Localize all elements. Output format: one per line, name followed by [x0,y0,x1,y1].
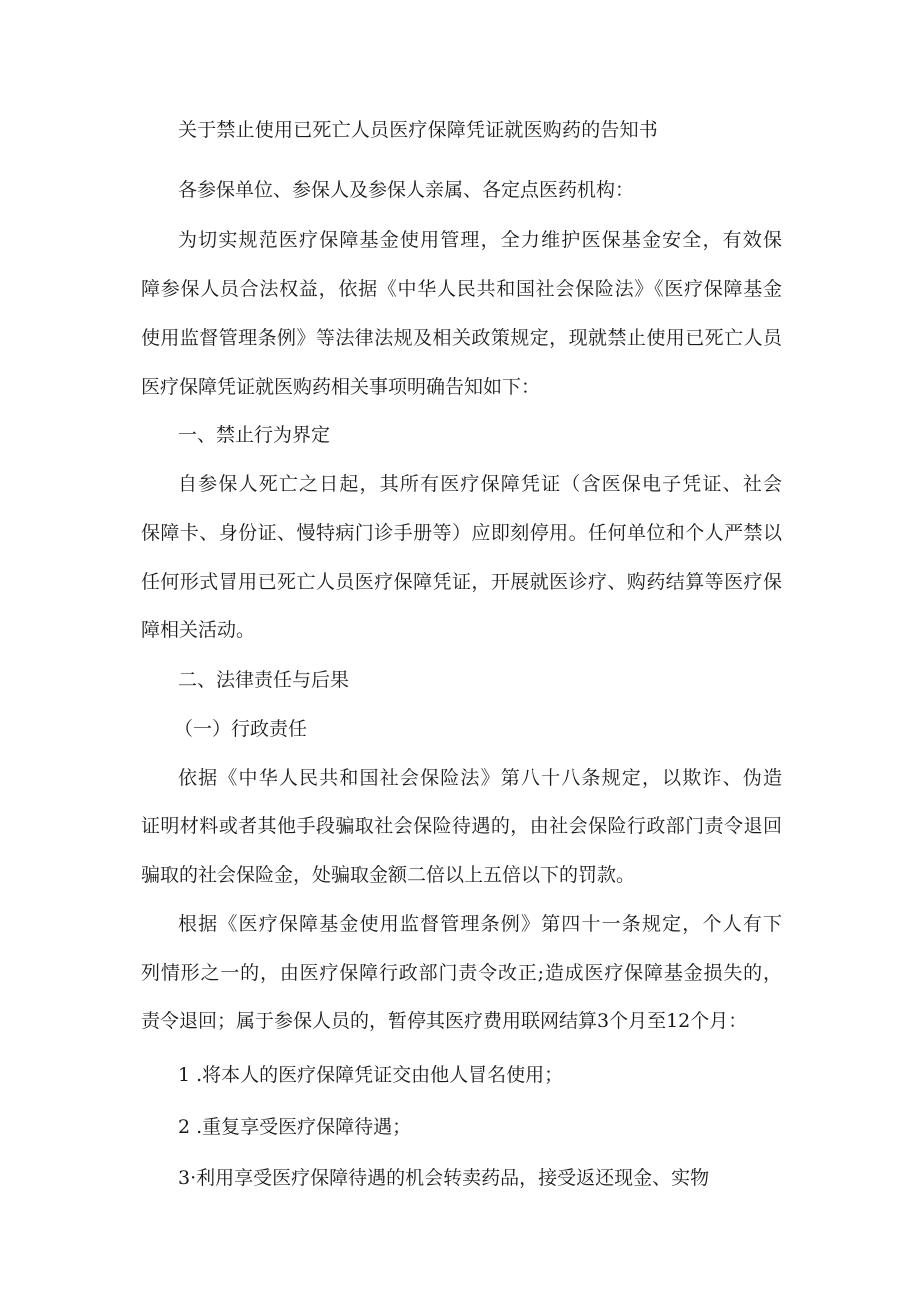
list-item-2: 2 .重复享受医疗保障待遇； [178,1116,412,1138]
section1-line-2: 保障卡、身份证、慢特病门诊手册等）应即刻停用。任何单位和个人严禁以 [141,522,782,544]
salutation: 各参保单位、参保人及参保人亲属、各定点医药机构： [178,179,635,201]
section2-p1-line-3: 骗取的社会保险金，处骗取金额二倍以上五倍以下的罚款。 [141,864,636,886]
section1-line-1: 自参保人死亡之日起，其所有医疗保障凭证（含医保电子凭证、社会 [178,473,782,495]
section2-heading: 二、法律责任与后果 [178,669,350,691]
intro-line-1: 为切实规范医疗保障基金使用管理，全力维护医保基金安全，有效保 [178,229,782,251]
intro-line-3: 使用监督管理条例》等法律法规及相关政策规定，现就禁止使用已死亡人员 [141,327,782,349]
section2-p1-line-1: 依据《中华人民共和国社会保险法》第八十八条规定，以欺诈、伪造 [178,767,782,789]
list-item-3: 3·利用享受医疗保障待遇的机会转卖药品，接受返还现金、实物 [178,1167,710,1189]
section1-line-3: 任何形式冒用已死亡人员医疗保障凭证，开展就医诊疗、购药结算等医疗保 [141,571,782,593]
section2-p2-line-3: 责令退回；属于参保人员的，暂停其医疗费用联网结算3个月至12个月： [141,1010,748,1032]
section1-line-4: 障相关活动。 [141,619,256,641]
section2-p1-line-2: 证明材料或者其他手段骗取社会保险待遇的，由社会保险行政部门责令退回 [141,815,782,837]
document-title: 关于禁止使用已死亡人员医疗保障凭证就医购药的告知书 [178,119,659,141]
intro-line-4: 医疗保障凭证就医购药相关事项明确告知如下： [141,376,541,398]
section2-sub1-heading: （一）行政责任 [174,718,308,740]
section2-p2-line-2: 列情形之一的，由医疗保障行政部门责令改正;造成医疗保障基金损失的， [141,962,782,984]
section1-heading: 一、禁止行为界定 [178,424,331,446]
list-item-1: 1 .将本人的医疗保障凭证交由他人冒名使用； [178,1064,564,1086]
section2-p2-line-1: 根据《医疗保障基金使用监督管理条例》第四十一条规定，个人有下 [178,913,782,935]
intro-line-2: 障参保人员合法权益，依据《中华人民共和国社会保险法》《医疗保障基金 [141,278,782,300]
